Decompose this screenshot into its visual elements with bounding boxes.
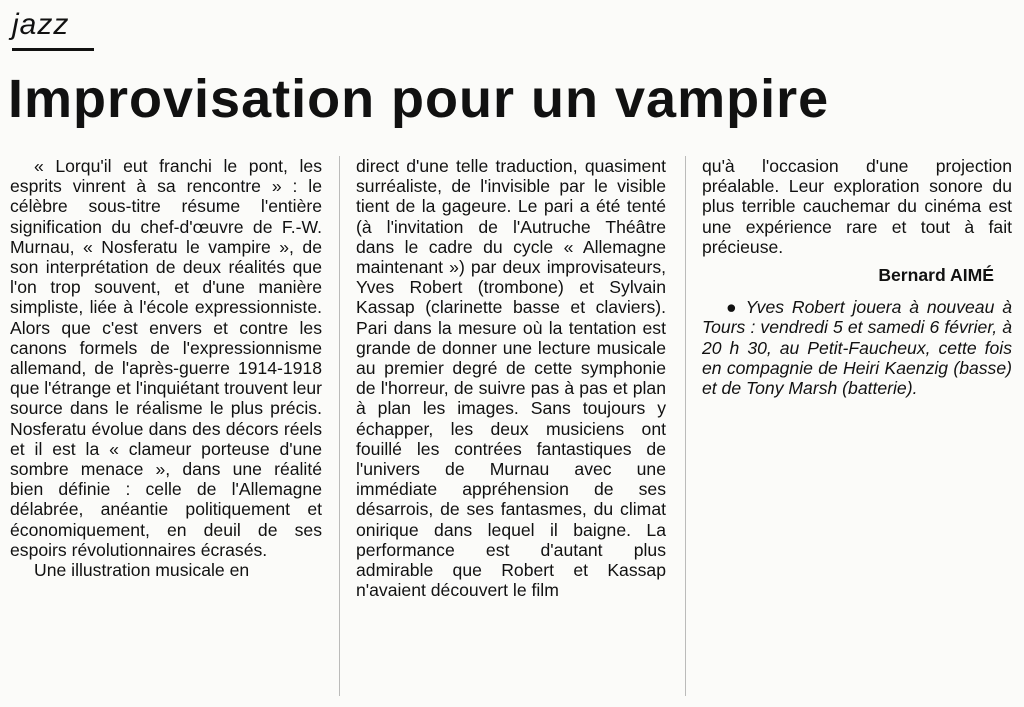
note-text: Yves Robert jouera à nouveau à Tours : vendredi 5 et samedi 6 février, à 20 h 30, au Petit-Faucheux, cette fois en compagnie de Heiri Kaenzig (basse) et de Tony Marsh (batterie). [702, 297, 1012, 399]
paragraph: « Lorqu'il eut franchi le pont, les esprits vinrent à sa rencontre » : le célèbre sous-titre résume l'entière signification du chef-d'œuvre de F.-W. Murnau, « Nosferatu le vampire », de son interprétation de deux réalités que l'on trop souvent, et d'une manière simpliste, liée à l'école expressionniste. Alors que c'est envers et contre les canons formels de l'expressionnisme allemand, de l'après-guerre 1914-1918 que l'étrange et l'inquiétant trouvent leur source dans le réalisme le plus précis. Nosferatu évolue dans des décors réels et il est la « clameur porteuse d'une sombre menace », dans une réalité bien définie : celle de l'Allemagne délabrée, anéantie politiquement et économiquement, en deuil de ses espoirs révolutionnaires écrasés. [10, 156, 322, 560]
paragraph: qu'à l'occasion d'une projection préalable. Leur exploration sonore du plus terrible cauchemar du cinéma est une expérience rare et tout à fait précieuse. [702, 156, 1012, 257]
concert-note [702, 297, 1012, 398]
rubric-underline [12, 48, 94, 51]
paragraph: direct d'une telle traduction, quasiment surréaliste, de l'invisible par le visible tient de la gageure. Le pari a été tenté (à l'invitation de l'Autruche Théâtre dans le cadre du cycle « Allemagne maintenant ») par deux improvisateurs, Yves Robert (trombone) et Sylvain Kassap (clarinette basse et claviers). Pari dans la mesure où la tentation est grande de donner une lecture musicale au premier degré de cette symphonie de l'horreur, de suivre pas à pas et plan à plan les images. Sans toujours y échapper, les deux musiciens ont fouillé les contrées fantastiques de l'univers de Murnau avec une immédiate appréhension de ses désarrois, de ses fantasmes, du climat onirique dans lequel il baigne. La performance est d'autant plus admirable que Robert et Kassap n'avaient découvert le film [356, 156, 666, 601]
section-rubric: jazz [12, 8, 70, 41]
column-divider [685, 156, 686, 696]
article-column-2 [356, 156, 666, 600]
column-divider [339, 156, 340, 696]
author-signature: Bernard AIMÉ [878, 265, 994, 286]
article-headline: Improvisation pour un vampire [8, 69, 830, 129]
article-column-3 [702, 156, 1012, 398]
bullet-icon: ● [726, 297, 740, 318]
article-column-1 [10, 156, 322, 580]
paragraph: Une illustration musicale en [34, 560, 250, 581]
